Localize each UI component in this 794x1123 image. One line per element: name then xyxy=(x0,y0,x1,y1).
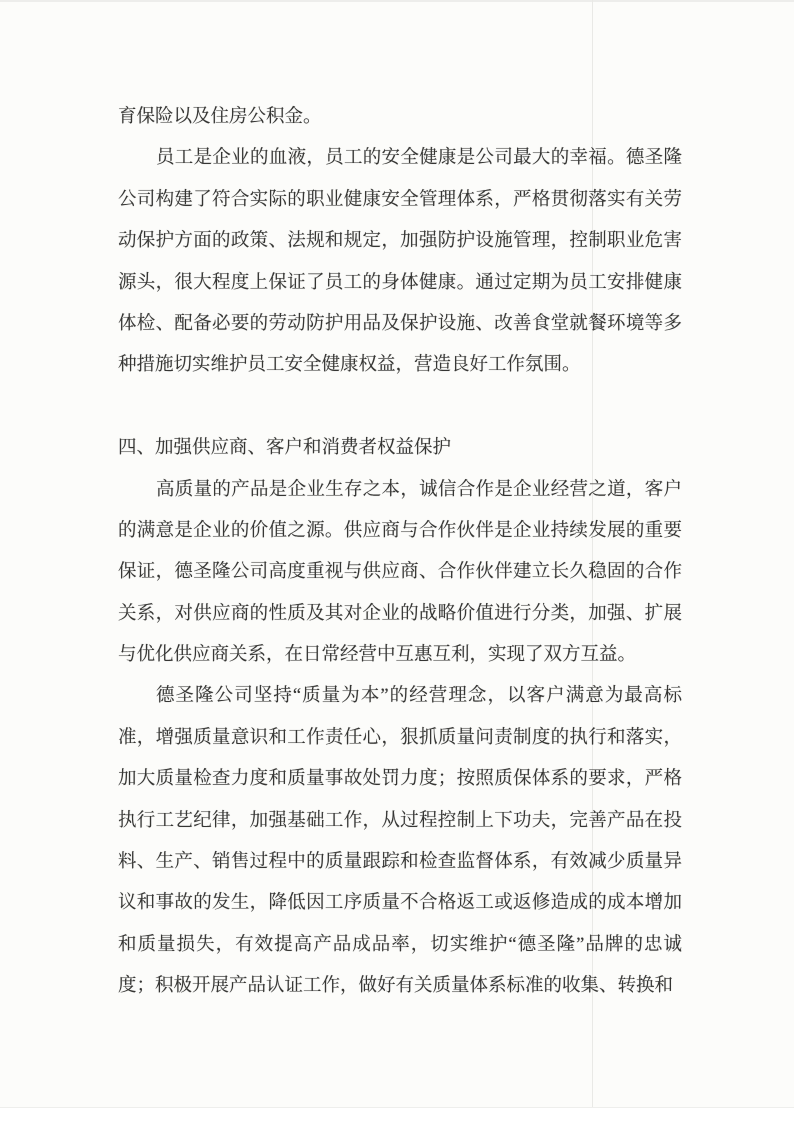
text-line: 员工是企业的血液，员工的安全健康是公司最大的幸福。德圣隆 xyxy=(156,148,682,169)
text-line: 种措施切实维护员工安全健康权益，营造良好工作氛围。 xyxy=(118,355,581,376)
text-line: 动保护方面的政策、法规和规定，加强防护设施管理，控制职业危害 xyxy=(118,231,682,252)
text-line: 议和事故的发生，降低因工序质量不合格返工或返修造成的成本增加 xyxy=(118,893,682,914)
text-line: 公司构建了符合实际的职业健康安全管理体系，严格贯彻落实有关劳 xyxy=(118,189,682,210)
text-line: 体检、配备必要的劳动防护用品及保护设施、改善食堂就餐环境等多 xyxy=(118,313,682,334)
paragraph xyxy=(118,97,682,138)
text-line: 料、生产、销售过程中的质量跟踪和检查监督体系，有效减少质量异 xyxy=(118,852,682,873)
text-line: 和质量损失，有效提高产品成品率，切实维护“德圣隆”品牌的忠诚 xyxy=(118,934,682,955)
section-heading: 四、加强供应商、客户和消费者权益保护 xyxy=(118,438,452,459)
document-body xyxy=(118,97,682,1008)
text-line: 的满意是企业的价值之源。供应商与合作伙伴是企业持续发展的重要 xyxy=(118,520,682,541)
text-line: 加大质量检查力度和质量事故处罚力度；按照质保体系的要求，严格 xyxy=(118,769,682,790)
paragraph xyxy=(118,676,682,1007)
paragraph xyxy=(118,470,682,677)
text-line: 准，增强质量意识和工作责任心，狠抓质量问责制度的执行和落实， xyxy=(118,727,682,748)
text-line: 与优化供应商关系，在日常经营中互惠互利，实现了双方互益。 xyxy=(118,645,637,666)
paragraph xyxy=(118,138,682,386)
text-line: 源头，很大程度上保证了员工的身体健康。通过定期为员工安排健康 xyxy=(118,272,682,293)
text-line: 德圣隆公司坚持“质量为本”的经营理念，以客户满意为最高标 xyxy=(156,686,682,707)
text-line: 保证，德圣隆公司高度重视与供应商、合作伙伴建立长久稳固的合作 xyxy=(118,562,682,583)
text-line: 育保险以及住房公积金。 xyxy=(118,107,322,127)
text-line: 高质量的产品是企业生存之本，诚信合作是企业经营之道，客户 xyxy=(156,479,682,500)
text-line: 关系，对供应商的性质及其对企业的战略价值进行分类，加强、扩展 xyxy=(118,603,682,624)
scan-area-below-page xyxy=(0,1108,794,1123)
text-line: 度；积极开展产品认证工作，做好有关质量体系标准的收集、转换和 xyxy=(118,976,674,997)
scan-edge-top xyxy=(0,0,794,2)
text-line: 执行工艺纪律，加强基础工作，从过程控制上下功夫，完善产品在投 xyxy=(118,810,682,831)
